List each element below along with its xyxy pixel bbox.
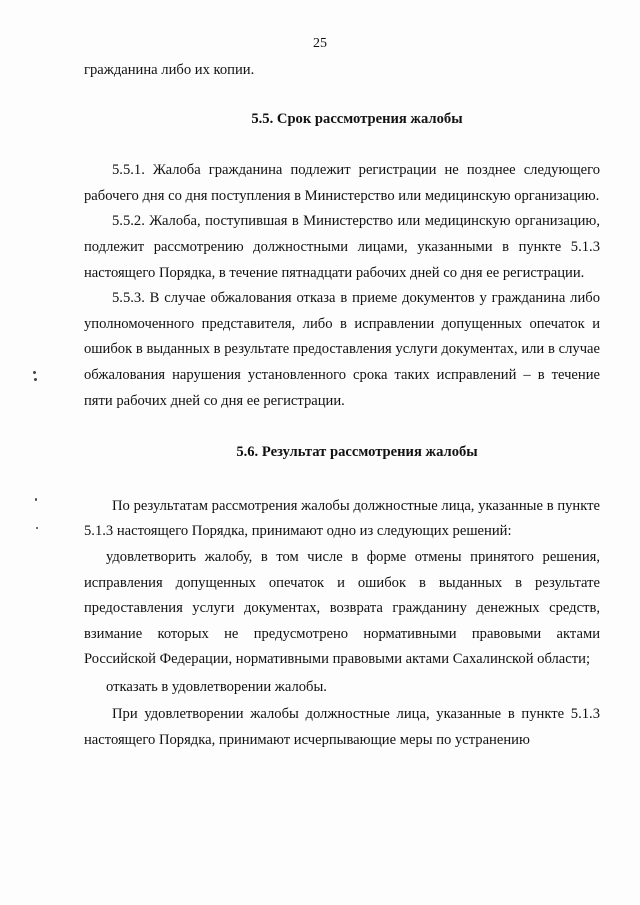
section-heading-5-6: 5.6. Результат рассмотрения жалобы — [236, 444, 478, 461]
section-heading-5-5: 5.5. Срок рассмотрения жалобы — [251, 110, 463, 127]
paragraph-decision-satisfy: удовлетворить жалобу, в том числе в форме отмены принятого решения, исправления допущенных опечаток и ошибок в выданных в результате предоставления услуги документах, возврата гражданину денежных средств, взимание которых не предусмотрено нормативными правовыми актами Российской Федерации, нормативными правовыми актами Сахалинской области; — [84, 548, 600, 668]
paragraph-5-5-1: 5.5.1. Жалоба гражданина подлежит регистрации не позднее следующего рабочего дня со дня поступления в Министерство или медицинскую организацию. — [84, 162, 600, 204]
paragraph-5-5-3: 5.5.3. В случае обжалования отказа в приеме документов у гражданина либо уполномоченного представителя, либо в исправлении допущенных опечаток и ошибок в выданных в результате предоставления услуги документах, или в случае обжалования нарушения установленного срока таких исправлений – в течение пяти рабочих дней со дня ее регистрации. — [84, 290, 600, 409]
paragraph-satisfaction-measures: При удовлетворении жалобы должностные лица, указанные в пункте 5.1.3 настоящего Порядка, принимают исчерпывающие меры по устранению — [84, 706, 600, 749]
paragraph-5-5-2: 5.5.2. Жалоба, поступившая в Министерство или медицинскую организацию, подлежит рассмотрению должностными лицами, указанными в пункте 5.1.3 настоящего Порядка, в течение пятнадцати рабочих дней со дня ее регистрации. — [84, 213, 600, 281]
page-number: 25 — [313, 36, 327, 51]
continuation-line: гражданина либо их копии. — [84, 62, 255, 78]
paragraph-decisions-intro: По результатам рассмотрения жалобы должностные лица, указанные в пункте 5.1.3 настоящего Порядка, принимают одно из следующих решений: — [84, 497, 600, 540]
document-body — [84, 58, 600, 754]
paragraph-decision-refuse: отказать в удовлетворении жалобы. — [106, 678, 327, 695]
